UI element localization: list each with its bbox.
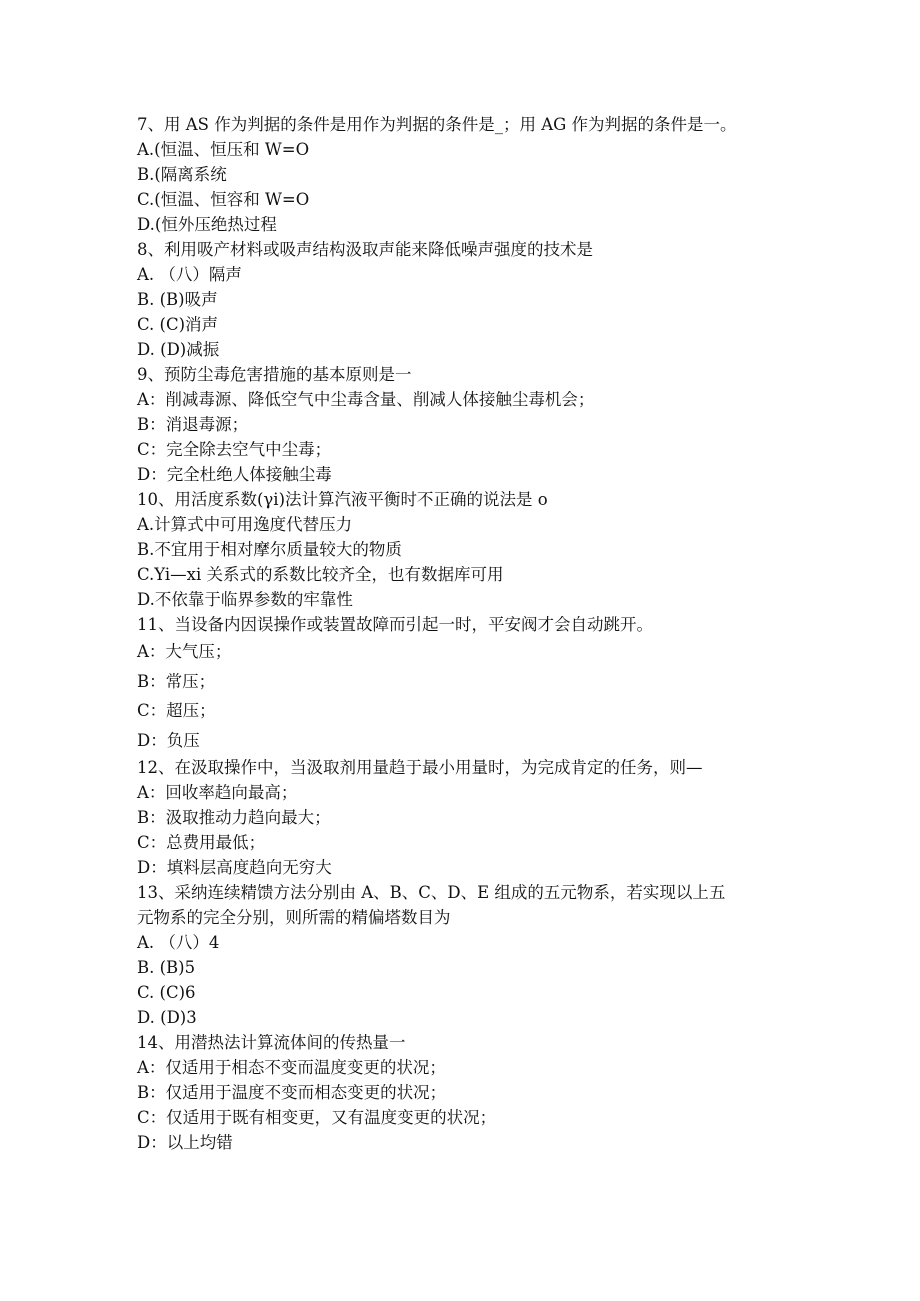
question-14-option-c: C：仅适用于既有相变更，又有温度变更的状况； (137, 1108, 497, 1127)
question-11-option-d: D：负压 (137, 730, 200, 750)
question-13-option-c: C. (C)6 (137, 983, 196, 1002)
question-10-title: 10、用活度系数(γi)法计算汽液平衡时不正确的说法是 o (137, 490, 548, 509)
question-9-option-b: B：消退毒源； (137, 415, 249, 434)
question-7-option-c: C.(恒温、恒容和 W=O (137, 190, 310, 209)
document-page (137, 112, 797, 1155)
question-13-option-b: B. (B)5 (137, 958, 196, 977)
question-13-title: 13、采纳连续精馈方法分别由 A、B、C、D、E 组成的五元物系，若实现以上五 (137, 883, 726, 902)
question-12-option-b: B：汲取推动力趋向最大； (137, 808, 331, 827)
question-12-option-a: A：回收率趋向最高； (137, 783, 298, 802)
question-9-title: 9、预防尘毒危害措施的基本原则是一 (137, 365, 412, 384)
question-14-option-b: B：仅适用于温度不变而相态变更的状况； (137, 1083, 447, 1102)
question-9-option-c: C：完全除去空气中尘毒； (137, 440, 332, 459)
question-10-option-c: C.Yi—xi 关系式的系数比较齐全，也有数据库可用 (137, 565, 504, 584)
question-11-title: 11、当设备内因误操作或装置故障而引起一时，平安阀才会自动跳开。 (137, 615, 653, 634)
question-8-option-d: D. (D)减振 (137, 340, 220, 359)
question-13-option-a: A. （八）4 (137, 933, 220, 952)
question-9-option-a: A：削减毒源、降低空气中尘毒含量、削减人体接触尘毒机会； (137, 390, 595, 409)
question-10-option-b: B.不宜用于相对摩尔质量较大的物质 (137, 540, 402, 559)
question-13-title-continued: 元物系的完全分别，则所需的精偏塔数目为 (137, 908, 451, 927)
question-12-option-c: C：总费用最低； (137, 833, 266, 852)
question-12-option-d: D：填料层高度趋向无穷大 (137, 858, 332, 877)
question-7-option-a: A.(恒温、恒压和 W=O (137, 140, 310, 159)
question-14-option-d: D：以上均错 (137, 1133, 233, 1152)
question-13-option-d: D. (D)3 (137, 1008, 197, 1027)
question-14-option-a: A：仅适用于相态不变而温度变更的状况； (137, 1058, 446, 1077)
question-9-option-d: D：完全杜绝人体接触尘毒 (137, 465, 332, 484)
question-7-option-b: B.(隔离系统 (137, 165, 227, 184)
question-11-option-a: A：大气压； (137, 642, 232, 661)
question-8-option-a: A. （八）隔声 (137, 265, 242, 284)
question-12-title: 12、在汲取操作中，当汲取剂用量趋于最小用量时，为完成肯定的任务，则— (137, 758, 703, 777)
question-8-title: 8、利用吸产材料或吸声结构汲取声能来降低噪声强度的技术是 (137, 240, 593, 259)
question-11-option-b: B：常压； (137, 671, 216, 691)
question-7-title: 7、用 AS 作为判据的条件是用作为判据的条件是_；用 AG 作为判据的条件是一。 (137, 115, 737, 134)
question-11-option-c: C：超压； (137, 701, 216, 720)
question-14-title: 14、用潜热法计算流体间的传热量一 (137, 1033, 406, 1052)
question-8-option-c: C. (C)消声 (137, 315, 219, 334)
question-10-option-a: A.计算式中可用逸度代替压力 (137, 515, 353, 534)
question-7-option-d: D.(恒外压绝热过程 (137, 215, 277, 234)
question-8-option-b: B. (B)吸声 (137, 290, 218, 309)
question-10-option-d: D.不依靠于临界参数的牢靠性 (137, 590, 353, 609)
